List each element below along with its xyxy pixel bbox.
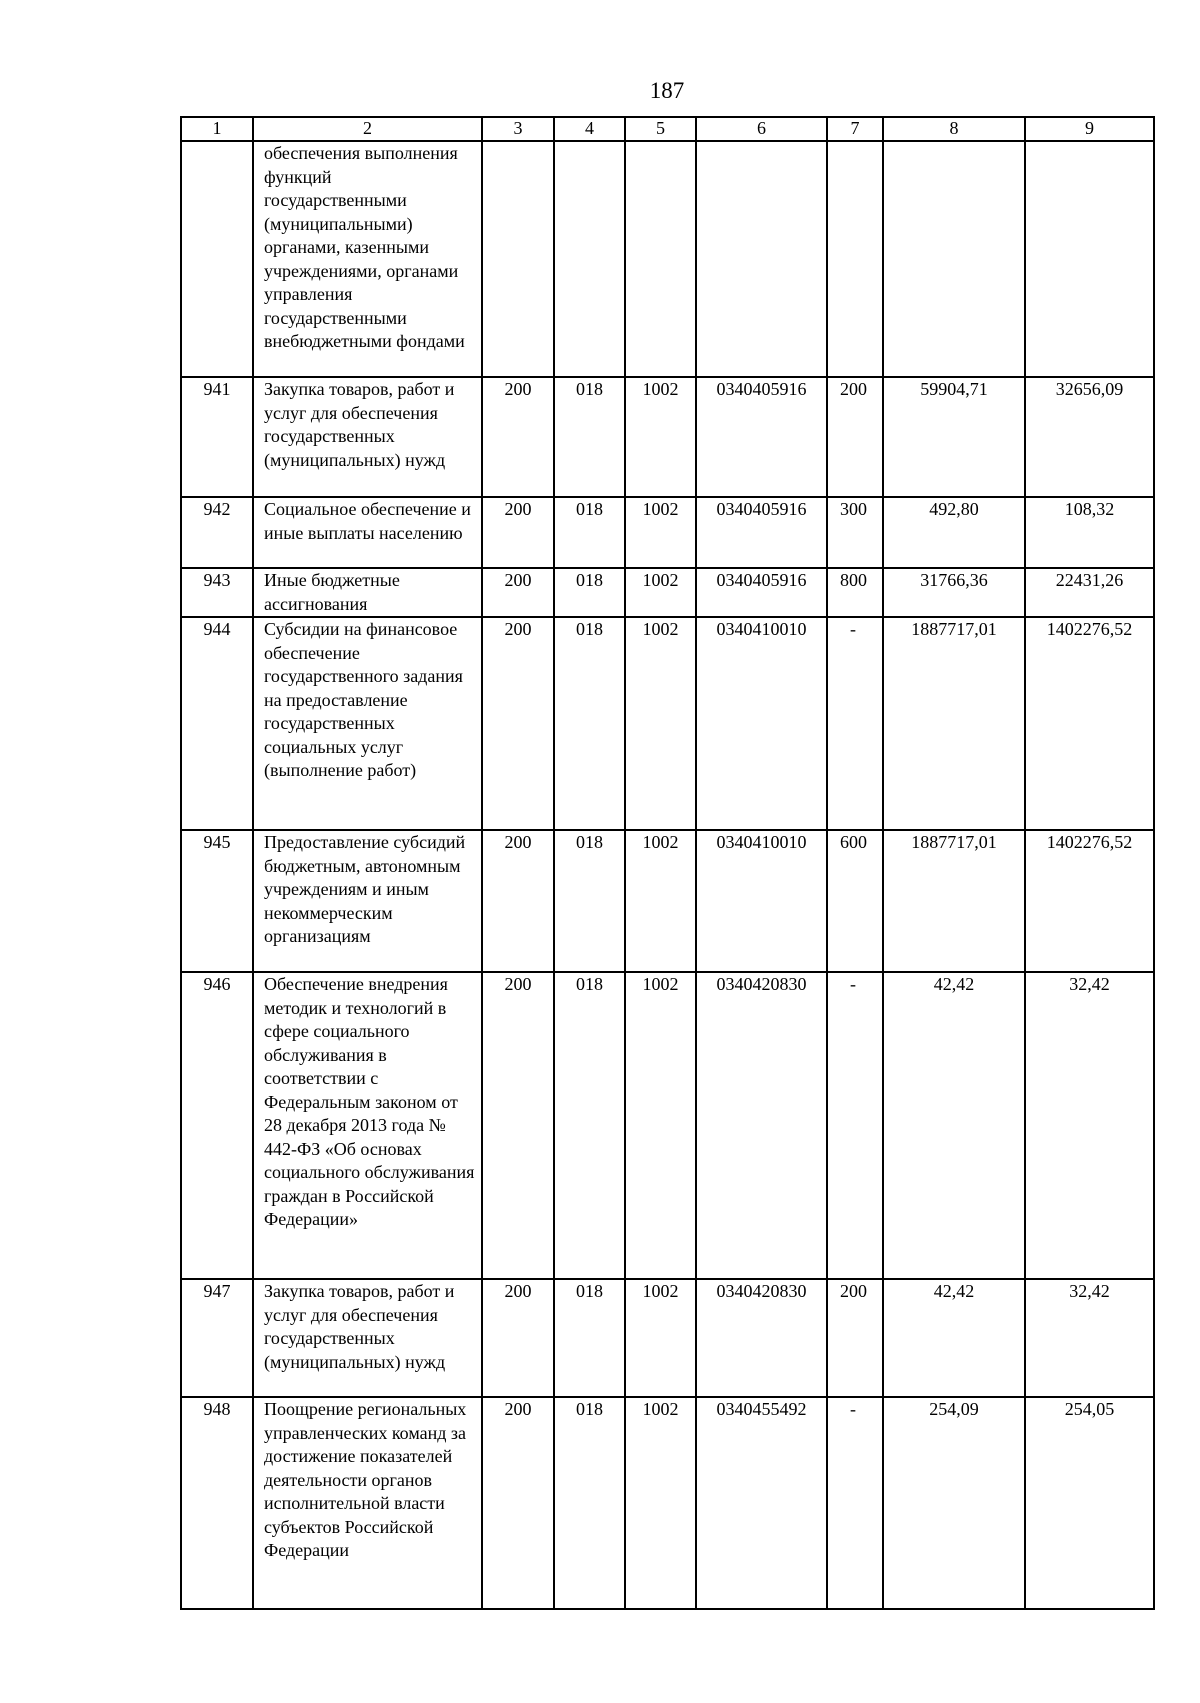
row-number: 948 <box>181 1397 253 1609</box>
cell-col6: 0340420830 <box>696 972 827 1279</box>
row-name: Закупка товаров, работ и услуг для обеспечения государственных (муниципальных) нужд <box>253 377 482 497</box>
cell-col8: 59904,71 <box>883 377 1025 497</box>
cell-col9: 108,32 <box>1025 497 1154 568</box>
row-number: 947 <box>181 1279 253 1397</box>
table-row <box>181 1279 1154 1397</box>
cell-col6: 0340420830 <box>696 1279 827 1397</box>
row-name: Социальное обеспечение и иные выплаты населению <box>253 497 482 568</box>
cell-col8: 31766,36 <box>883 568 1025 617</box>
cell-col6: 0340405916 <box>696 568 827 617</box>
row-number: 943 <box>181 568 253 617</box>
cell-col9: 22431,26 <box>1025 568 1154 617</box>
cell-col7: - <box>827 1397 883 1609</box>
cell-col5: 1002 <box>625 377 696 497</box>
cell-col9: 32656,09 <box>1025 377 1154 497</box>
cell-col4: 018 <box>554 377 625 497</box>
row-name: обеспечения выполнения функций государственными (муниципальными) органами, казенными учреждениями, органами управления государственными внебюджетными фондами <box>253 141 482 377</box>
row-name: Предоставление субсидий бюджетным, автономным учреждениям и иным некоммерческим организациям <box>253 830 482 972</box>
cell-col9 <box>1025 141 1154 377</box>
row-number: 944 <box>181 617 253 830</box>
row-number <box>181 141 253 377</box>
column-header: 6 <box>696 117 827 141</box>
cell-col7: - <box>827 617 883 830</box>
column-header: 8 <box>883 117 1025 141</box>
cell-col3: 200 <box>482 1397 554 1609</box>
cell-col3: 200 <box>482 617 554 830</box>
column-header: 9 <box>1025 117 1154 141</box>
row-name: Обеспечение внедрения методик и технологий в сфере социального обслуживания в соответствии с Федеральным законом от 28 декабря 2013 года № 442-ФЗ «Об основах социального обслуживания граждан в Российской Федерации» <box>253 972 482 1279</box>
cell-col8: 254,09 <box>883 1397 1025 1609</box>
cell-col8: 1887717,01 <box>883 830 1025 972</box>
cell-col8: 1887717,01 <box>883 617 1025 830</box>
column-header: 1 <box>181 117 253 141</box>
column-header: 5 <box>625 117 696 141</box>
cell-col6 <box>696 141 827 377</box>
cell-col3: 200 <box>482 497 554 568</box>
cell-col6: 0340455492 <box>696 1397 827 1609</box>
page-number: 187 <box>649 78 685 103</box>
cell-col7 <box>827 141 883 377</box>
row-number: 942 <box>181 497 253 568</box>
row-number: 946 <box>181 972 253 1279</box>
cell-col4: 018 <box>554 1279 625 1397</box>
column-header: 3 <box>482 117 554 141</box>
table-row <box>181 568 1154 617</box>
cell-col8: 492,80 <box>883 497 1025 568</box>
cell-col8: 42,42 <box>883 1279 1025 1397</box>
row-name: Субсидии на финансовое обеспечение государственного задания на предоставление государственных социальных услуг (выполнение работ) <box>253 617 482 830</box>
cell-col3: 200 <box>482 1279 554 1397</box>
cell-col7: 200 <box>827 377 883 497</box>
cell-col4: 018 <box>554 830 625 972</box>
cell-col9: 1402276,52 <box>1025 617 1154 830</box>
cell-col5: 1002 <box>625 830 696 972</box>
cell-col4: 018 <box>554 617 625 830</box>
cell-col6: 0340410010 <box>696 617 827 830</box>
table-row <box>181 1397 1154 1609</box>
cell-col4: 018 <box>554 497 625 568</box>
table-row <box>181 141 1154 377</box>
table-row <box>181 972 1154 1279</box>
cell-col4 <box>554 141 625 377</box>
column-number-header-row <box>181 117 1154 141</box>
row-name: Поощрение региональных управленческих команд за достижение показателей деятельности органов исполнительной власти субъектов Российской Федерации <box>253 1397 482 1609</box>
row-name: Иные бюджетные ассигнования <box>253 568 482 617</box>
cell-col9: 1402276,52 <box>1025 830 1154 972</box>
cell-col5: 1002 <box>625 568 696 617</box>
column-header: 7 <box>827 117 883 141</box>
cell-col5 <box>625 141 696 377</box>
cell-col6: 0340405916 <box>696 497 827 568</box>
budget-table <box>180 116 1155 1610</box>
table-row <box>181 830 1154 972</box>
cell-col9: 254,05 <box>1025 1397 1154 1609</box>
row-number: 945 <box>181 830 253 972</box>
cell-col4: 018 <box>554 1397 625 1609</box>
cell-col9: 32,42 <box>1025 1279 1154 1397</box>
cell-col8: 42,42 <box>883 972 1025 1279</box>
cell-col7: 200 <box>827 1279 883 1397</box>
table-row <box>181 617 1154 830</box>
cell-col5: 1002 <box>625 972 696 1279</box>
cell-col7: 600 <box>827 830 883 972</box>
cell-col7: 300 <box>827 497 883 568</box>
cell-col7: - <box>827 972 883 1279</box>
cell-col5: 1002 <box>625 617 696 830</box>
cell-col3: 200 <box>482 830 554 972</box>
cell-col5: 1002 <box>625 1279 696 1397</box>
cell-col6: 0340410010 <box>696 830 827 972</box>
cell-col5: 1002 <box>625 1397 696 1609</box>
column-header: 4 <box>554 117 625 141</box>
cell-col4: 018 <box>554 568 625 617</box>
cell-col7: 800 <box>827 568 883 617</box>
cell-col5: 1002 <box>625 497 696 568</box>
row-name: Закупка товаров, работ и услуг для обеспечения государственных (муниципальных) нужд <box>253 1279 482 1397</box>
cell-col4: 018 <box>554 972 625 1279</box>
cell-col3 <box>482 141 554 377</box>
table-row <box>181 497 1154 568</box>
cell-col6: 0340405916 <box>696 377 827 497</box>
table-row <box>181 377 1154 497</box>
cell-col3: 200 <box>482 972 554 1279</box>
cell-col8 <box>883 141 1025 377</box>
cell-col3: 200 <box>482 568 554 617</box>
column-header: 2 <box>253 117 482 141</box>
row-number: 941 <box>181 377 253 497</box>
cell-col3: 200 <box>482 377 554 497</box>
cell-col9: 32,42 <box>1025 972 1154 1279</box>
